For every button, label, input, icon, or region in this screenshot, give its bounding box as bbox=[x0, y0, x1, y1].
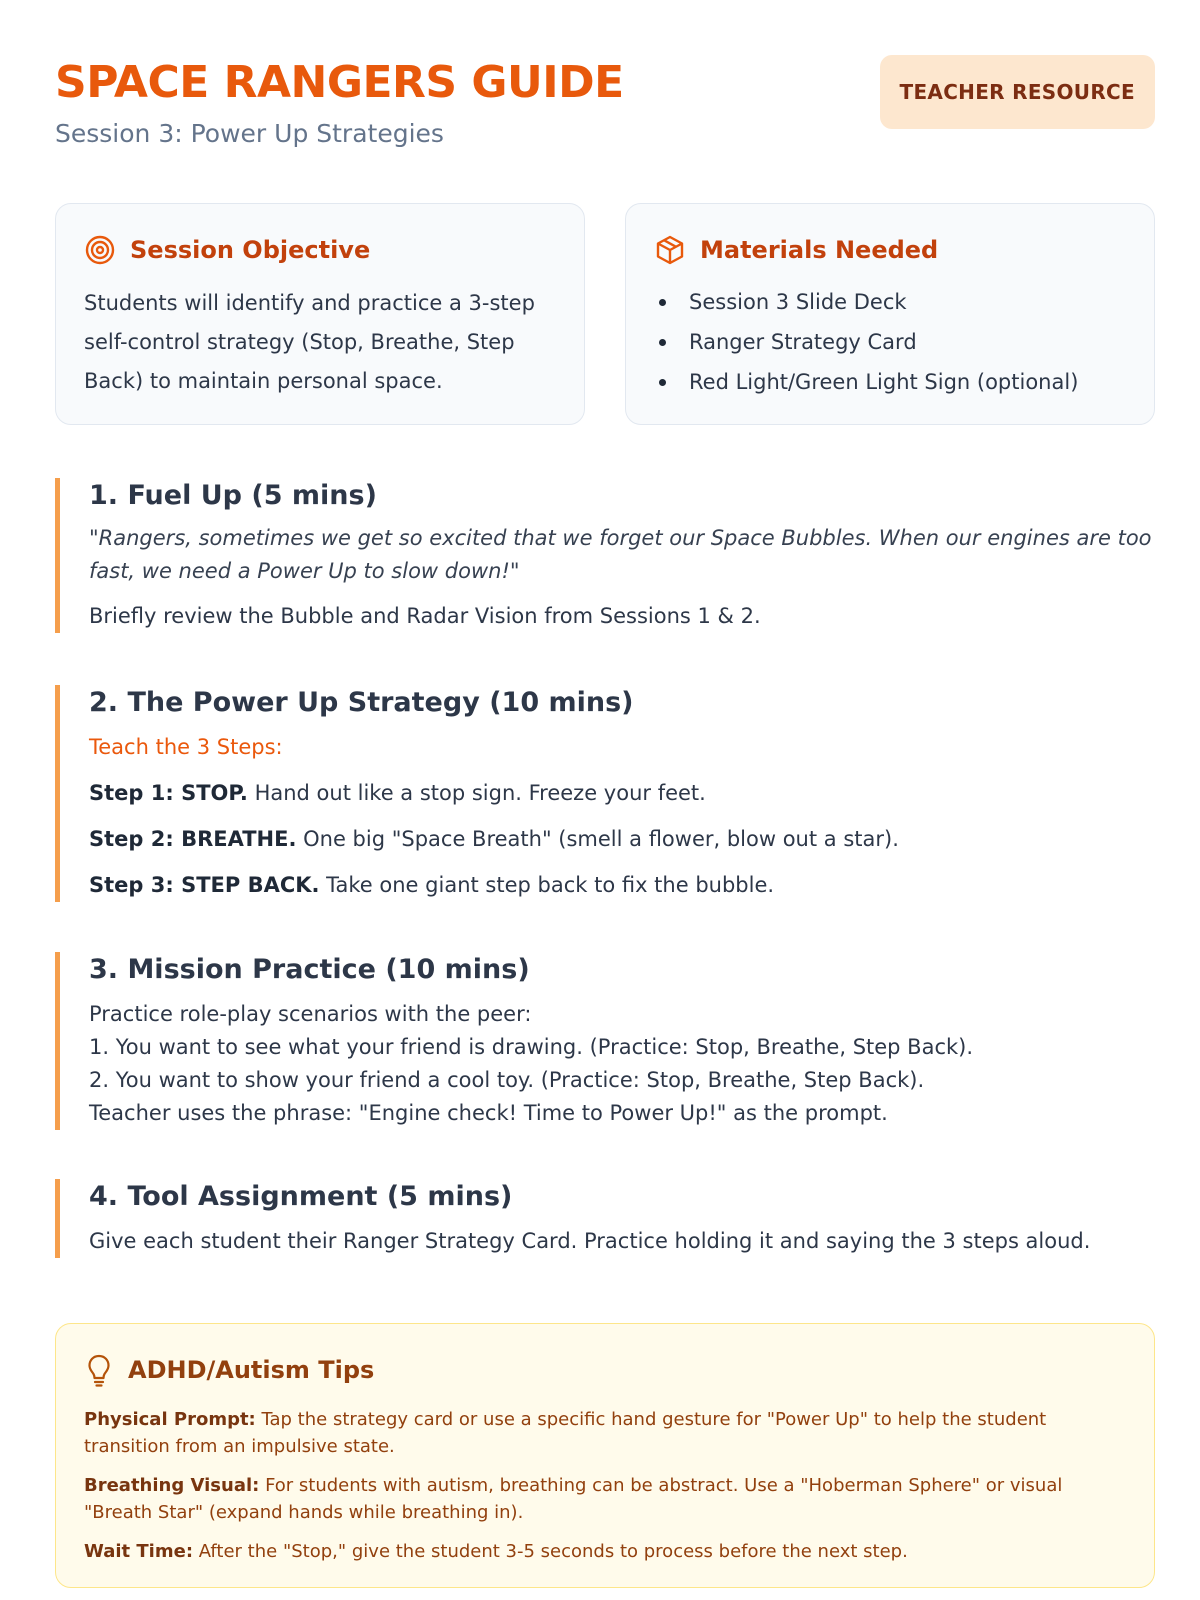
step-text: Hand out like a stop sign. Freeze your feet. bbox=[247, 781, 706, 805]
materials-list bbox=[654, 282, 1126, 402]
page-header bbox=[55, 55, 1155, 165]
list-item: Session 3 Slide Deck bbox=[654, 282, 1126, 322]
section-tool-assignment bbox=[55, 1179, 1155, 1258]
section-quote: "Rangers, sometimes we get so excited that we forget our Space Bubbles. When our engines are too fast, we need a Power Up to slow down!" bbox=[89, 526, 1152, 583]
section-title: 1. Fuel Up (5 mins) bbox=[89, 480, 377, 511]
step-label: Step 1: STOP. bbox=[89, 781, 248, 805]
step-item bbox=[89, 869, 1155, 902]
step-item bbox=[89, 777, 1155, 810]
section-title: 2. The Power Up Strategy (10 mins) bbox=[89, 687, 634, 718]
section-line: Practice role-play scenarios with the peer: bbox=[89, 1002, 532, 1026]
tips-title: ADHD/Autism Tips bbox=[128, 1356, 375, 1384]
target-icon bbox=[84, 234, 116, 266]
objective-title: Session Objective bbox=[130, 236, 371, 264]
section-text: Briefly review the Bubble and Radar Vision from Sessions 1 & 2. bbox=[89, 604, 761, 628]
section-mission-practice bbox=[55, 952, 1155, 1130]
section-title: 4. Tool Assignment (5 mins) bbox=[89, 1181, 513, 1212]
section-power-up-strategy bbox=[55, 685, 1155, 902]
list-item: Red Light/Green Light Sign (optional) bbox=[654, 362, 1126, 402]
section-text: Give each student their Ranger Strategy Card. Practice holding it and saying the 3 steps aloud. bbox=[89, 1229, 1091, 1253]
step-label: Step 3: STEP BACK. bbox=[89, 873, 320, 897]
tip-label: Physical Prompt: bbox=[84, 1409, 256, 1430]
section-title: 3. Mission Practice (10 mins) bbox=[89, 954, 530, 985]
page-subtitle: Session 3: Power Up Strategies bbox=[55, 119, 444, 148]
lightbulb-icon bbox=[84, 1353, 114, 1387]
section-fuel-up bbox=[55, 478, 1155, 633]
step-item bbox=[89, 823, 1155, 856]
materials-title: Materials Needed bbox=[700, 236, 939, 264]
list-item: Ranger Strategy Card bbox=[654, 322, 1126, 362]
tip-label: Breathing Visual: bbox=[84, 1475, 260, 1496]
section-subheading: Teach the 3 Steps: bbox=[89, 735, 283, 759]
teacher-resource-badge: TEACHER RESOURCE bbox=[880, 55, 1155, 129]
tip-item bbox=[84, 1406, 1126, 1460]
tip-text: For students with autism, breathing can be abstract. Use a "Hoberman Sphere" or visual "Breath Star" (expand hands while breathing in). bbox=[84, 1475, 1063, 1523]
step-label: Step 2: BREATHE. bbox=[89, 827, 297, 851]
section-line: 2. You want to show your friend a cool toy. (Practice: Stop, Breathe, Step Back). bbox=[89, 1068, 925, 1092]
materials-card bbox=[625, 203, 1155, 425]
objective-card bbox=[55, 203, 585, 425]
tip-text: Tap the strategy card or use a specific hand gesture for "Power Up" to help the student transition from an impulsive state. bbox=[84, 1409, 1047, 1457]
tip-item bbox=[84, 1538, 1126, 1565]
tip-label: Wait Time: bbox=[84, 1541, 194, 1562]
section-line: Teacher uses the phrase: "Engine check! Time to Power Up!" as the prompt. bbox=[89, 1101, 888, 1125]
box-icon bbox=[654, 234, 686, 266]
tips-card bbox=[55, 1323, 1155, 1588]
step-text: Take one giant step back to fix the bubble. bbox=[319, 873, 775, 897]
objective-text: Students will identify and practice a 3-step self-control strategy (Stop, Breathe, Step Back) to maintain personal space. bbox=[84, 291, 535, 393]
section-line: 1. You want to see what your friend is drawing. (Practice: Stop, Breathe, Step Back). bbox=[89, 1035, 974, 1059]
step-text: One big "Space Breath" (smell a flower, blow out a star). bbox=[296, 827, 899, 851]
tip-text: After the "Stop," give the student 3-5 seconds to process before the next step. bbox=[193, 1541, 908, 1562]
page-title: SPACE RANGERS GUIDE bbox=[55, 57, 624, 108]
tip-item bbox=[84, 1472, 1126, 1526]
